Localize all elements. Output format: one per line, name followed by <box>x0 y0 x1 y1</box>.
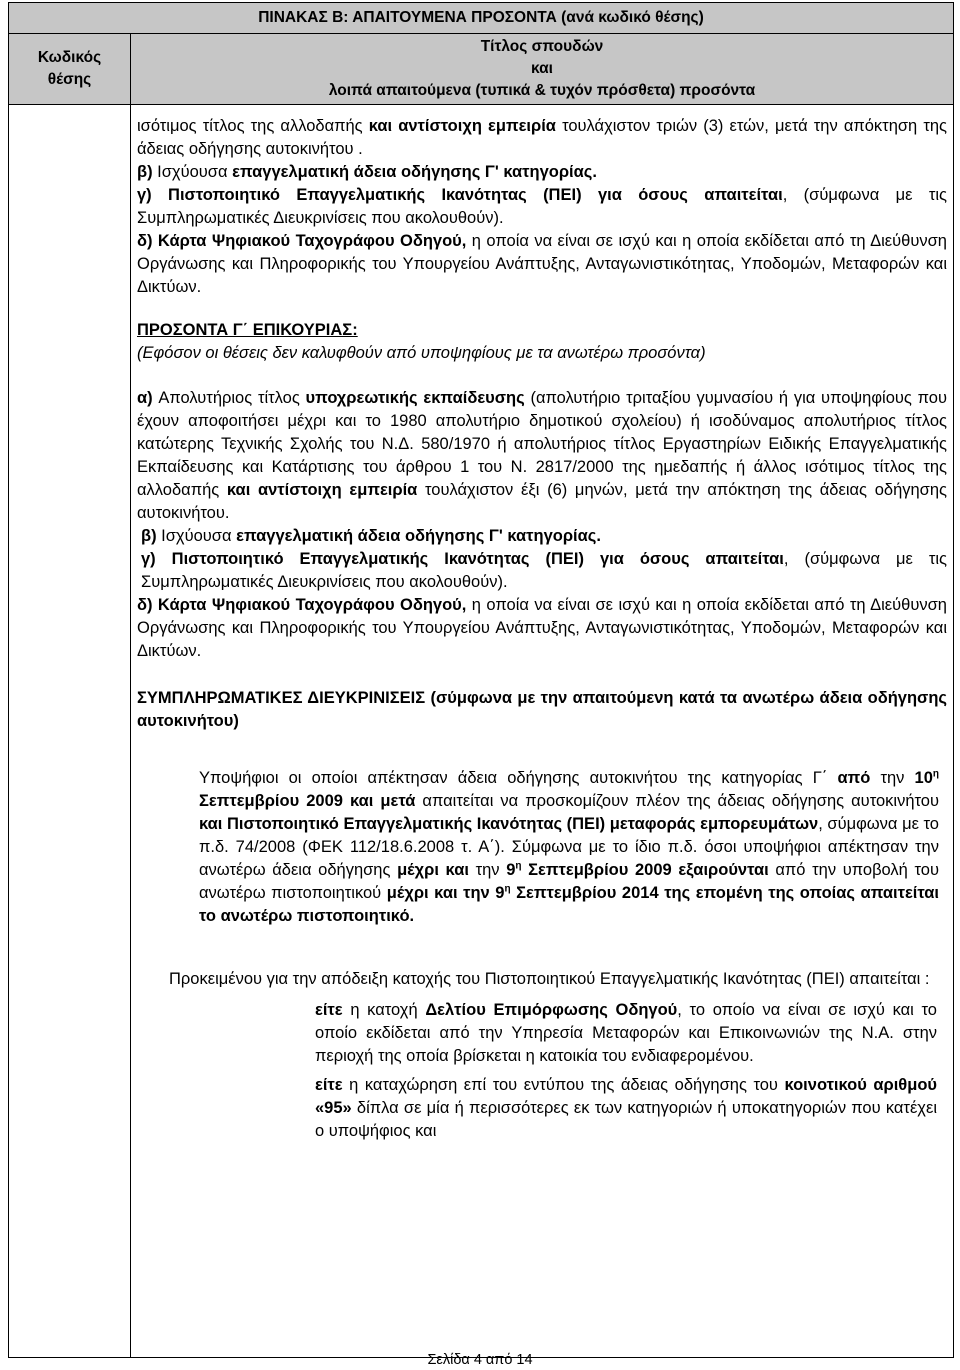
requirements-content <box>131 105 953 1143</box>
paragraph-aux-c: γ) Πιστοποιητικό Επαγγελματικής Ικανότητας (ΠΕΙ) για όσους απαιτείται, (σύμφωνα με τις Συμπληρωματικές Διευκρινίσεις που ακολουθούν). <box>141 550 947 591</box>
paragraph-aux-a: α) Απολυτήριος τίτλος υποχρεωτικής εκπαίδευσης (απολυτήριο τριταξίου γυμνασίου ή για υποψηφίους που έχουν αποφοιτήσει μέχρι και το 1980 απολυτήριο δημοτικού σχολείου) ή ισοδύναμος απολυτήριος τίτλος κατώτερης Τεχνικής Σχολής του Ν.Δ. 580/1970 ή απολυτήριος τίτλος Εργαστηρίων Ειδικής Επαγγελματικής Εκπαίδευσης και Κατάρτισης του άρθρου 1 του Ν. 2817/2000 της ημεδαπής ή άλλος ισότιμος τίτλος της αλλοδαπής και αντίστοιχη εμπειρία τουλάχιστον έξι (6) μηνών, μετά την απόκτηση της άδειας οδήγησης αυτοκινήτου. <box>137 389 947 522</box>
paragraph-aux-d: δ) Κάρτα Ψηφιακού Ταχογράφου Οδηγού, η οποία να είναι σε ισχύ και η οποία εκδίδεται από τη Διεύθυνση Οργάνωσης και Πληροφορικής του Υπουργείου Ανάπτυξης, Ανταγωνιστικότητας, Υποδομών, Μεταφορών και Δικτύων. <box>137 596 947 660</box>
column-header-title <box>131 34 954 105</box>
paragraph-supplementary-2: Προκειμένου για την απόδειξη κατοχής του Πιστοποιητικού Επαγγελματικής Ικανότητας (ΠΕΙ) απαιτείται : <box>169 970 930 988</box>
auxiliary-qualifications-note: (Εφόσον οι θέσεις δεν καλυφθούν από υποψηφίους με τα ανωτέρω προσόντα) <box>137 344 706 362</box>
paragraph-supplementary-1: Υποψήφιοι οι οποίοι απέκτησαν άδεια οδήγησης αυτοκινήτου της κατηγορίας Γ΄ από την $10^\eta$ Σεπτεμβρίου 2009 και μετά απαιτείται να προσκομίζουν πλέον της άδειας οδήγησης αυτοκινήτου και Πιστοποιητικό Επαγγελματικής Ικανότητας (ΠΕΙ) μεταφοράς εμπορευμάτων, σύμφωνα με το π.δ. 74/2008 (ΦΕΚ 112/18.6.2008 τ. Α΄). Σύμφωνα με το ίδιο π.δ. όσοι υποψήφιοι απέκτησαν την ανωτέρω άδεια οδήγησης μέχρι και την $9^\eta$ Σεπτεμβρίου 2009 εξαιρούνται από την υποβολή του ανωτέρω πιστοποιητικού μέχρι και την $9^\eta$ Σεπτεμβρίου 2014 της επομένη της οποίας απαιτείται το ανωτέρω πιστοποιητικό. <box>199 768 940 925</box>
paragraph-equivalent-title: ισότιμος τίτλος της αλλοδαπής και αντίστοιχη εμπειρία τουλάχιστον τριών (3) ετών, μετά την απόκτηση της άδειας οδήγησης αυτοκινήτου . <box>137 117 947 158</box>
paragraph-supplementary-either-2: είτε η καταχώρηση επί του εντύπου της άδειας οδήγησης του κοινοτικού αριθμού «95» δίπλα σε μία ή περισσότερες εκ των κατηγοριών ή υποκατηγοριών που κατέχει ο υποψήφιος και <box>315 1076 937 1140</box>
paragraph-tachograph-d: δ) Κάρτα Ψηφιακού Ταχογράφου Οδηγού, η οποία να είναι σε ισχύ και η οποία εκδίδεται από τη Διεύθυνση Οργάνωσης και Πληροφορικής του Υπουργείου Ανάπτυξης, Ανταγωνιστικότητας, Υποδομών, Μεταφορών και Δικτύων. <box>137 232 947 296</box>
paragraph-license-b: β) Ισχύουσα επαγγελματική άδεια οδήγησης Γ' κατηγορίας. <box>137 163 597 181</box>
paragraph-aux-b: β) Ισχύουσα επαγγελματική άδεια οδήγησης Γ' κατηγορίας. <box>141 527 601 545</box>
requirements-cell <box>131 105 954 1358</box>
supplementary-clarifications-heading: ΣΥΜΠΛΗΡΩΜΑΤΙΚΕΣ ΔΙΕΥΚΡΙΝΙΣΕΙΣ (σύμφωνα με την απαιτούμενη κατά τα ανωτέρω άδεια οδήγησης αυτοκινήτου) <box>137 689 947 730</box>
column-header-code-line1: Κωδικός <box>37 49 102 66</box>
column-header-title-line1: Τίτλος σπουδών <box>480 38 604 55</box>
column-header-title-line3: λοιπά απαιτούμενα (τυπικά & τυχόν πρόσθετα) προσόντα <box>328 82 756 99</box>
paragraph-pei-c: γ) Πιστοποιητικό Επαγγελματικής Ικανότητας (ΠΕΙ) για όσους απαιτείται, (σύμφωνα με τις Συμπληρωματικές Διευκρινίσεις που ακολουθούν). <box>137 186 947 227</box>
column-header-title-line2: και <box>531 60 553 77</box>
column-header-code <box>9 34 131 105</box>
paragraph-supplementary-either-1: είτε η κατοχή Δελτίου Επιμόρφωσης Οδηγού, το οποίο να είναι σε ισχύ και το οποίο εκδίδεται από την Υπηρεσία Μεταφορών και Επικοινωνιών της Ν.Α. στην περιοχή της οποία βρίσκεται η κατοικία του ενδιαφερομένου. <box>315 1001 937 1065</box>
table-title: ΠΙΝΑΚΑΣ Β: ΑΠΑΙΤΟΥΜΕΝΑ ΠΡΟΣΟΝΤΑ (ανά κωδικό θέσης) <box>9 3 954 34</box>
page-number-footer: Σελίδα 4 από 14 <box>427 1352 533 1368</box>
requirements-table <box>8 2 954 1358</box>
position-code-cell <box>9 105 131 1358</box>
column-header-code-line2: θέσης <box>47 71 92 88</box>
auxiliary-qualifications-heading: ΠΡΟΣΟΝΤΑ Γ΄ ΕΠΙΚΟΥΡΙΑΣ: <box>137 321 358 339</box>
